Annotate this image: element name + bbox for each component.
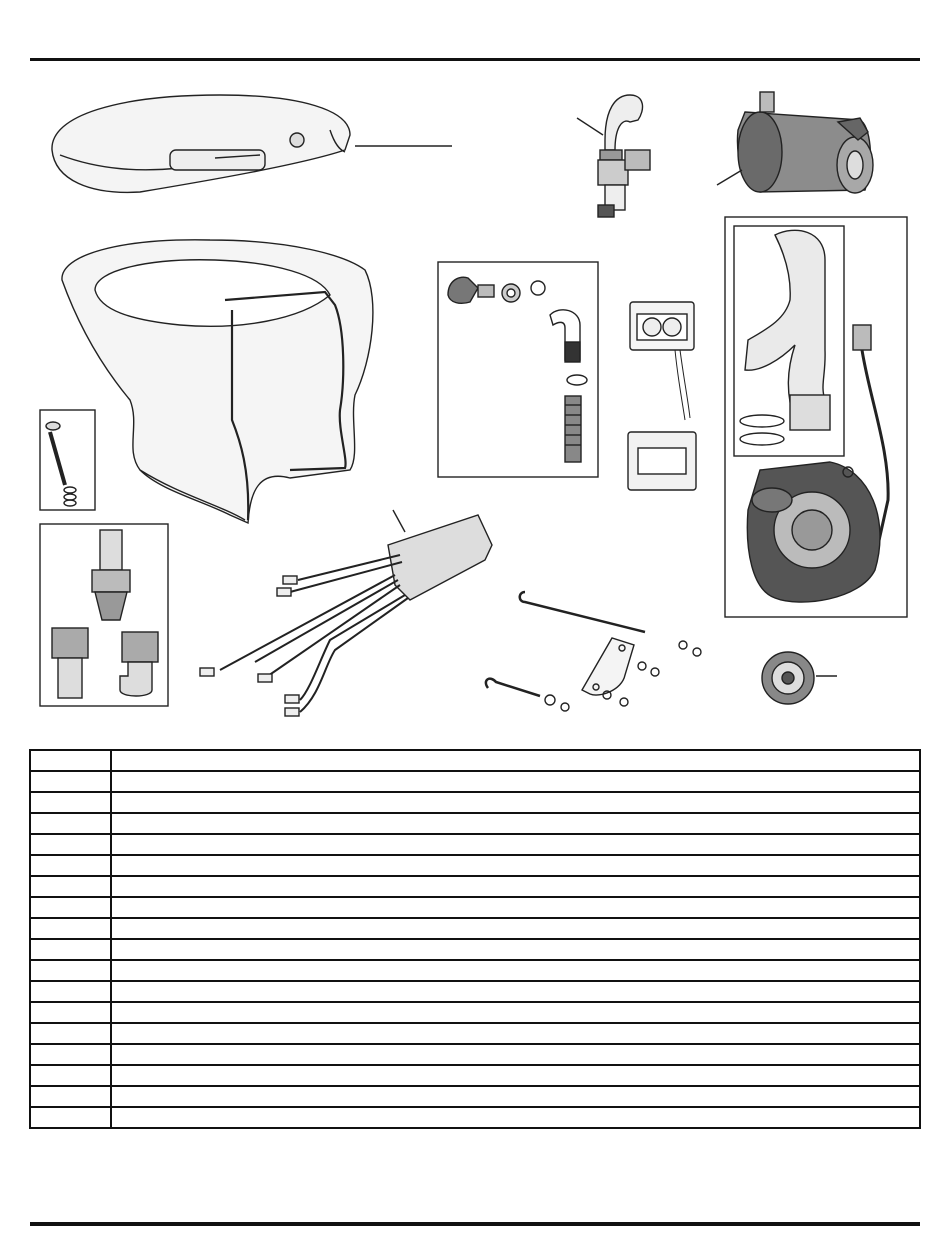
parts-table-row <box>30 918 920 939</box>
parts-table-row <box>30 1107 920 1128</box>
parts-table-row <box>30 939 920 960</box>
toilet-bowl-part <box>62 240 373 523</box>
inlet-elbow-leader-line <box>577 118 603 135</box>
inlet-elbow-part <box>598 95 650 217</box>
impeller-part <box>762 652 814 704</box>
parts-table-row <box>30 855 920 876</box>
part-ref-cell <box>30 834 111 855</box>
part-description-cell <box>111 939 920 960</box>
parts-table-row <box>30 981 920 1002</box>
part-description-cell <box>111 960 920 981</box>
parts-table-row <box>30 1065 920 1086</box>
part-description-cell <box>111 876 920 897</box>
part-ref-cell <box>30 939 111 960</box>
part-description-cell <box>111 981 920 1002</box>
parts-table-body <box>30 750 920 1128</box>
parts-table-row <box>30 1086 920 1107</box>
control-panel-part <box>630 302 694 420</box>
harness-leader-line <box>393 510 405 532</box>
parts-table-row <box>30 1023 920 1044</box>
bottom-rule <box>30 1222 920 1226</box>
part-ref-cell <box>30 750 111 771</box>
part-ref-cell <box>30 876 111 897</box>
part-ref-cell <box>30 1023 111 1044</box>
parts-table-row <box>30 1044 920 1065</box>
parts-table-row <box>30 813 920 834</box>
parts-table-row <box>30 771 920 792</box>
wiring-harness-part <box>200 515 492 716</box>
part-ref-cell <box>30 792 111 813</box>
parts-table-row <box>30 1002 920 1023</box>
fittings-box <box>40 524 168 706</box>
part-description-cell <box>111 1002 920 1023</box>
mounting-hardware-part <box>486 592 701 711</box>
parts-table-row <box>30 960 920 981</box>
part-ref-cell <box>30 1065 111 1086</box>
part-description-cell <box>111 1044 920 1065</box>
part-ref-cell <box>30 897 111 918</box>
part-description-cell <box>111 1086 920 1107</box>
part-description-cell <box>111 1023 920 1044</box>
part-description-cell <box>111 834 920 855</box>
part-description-cell <box>111 813 920 834</box>
part-description-cell <box>111 1065 920 1086</box>
part-description-cell <box>111 792 920 813</box>
top-rule <box>30 58 920 61</box>
part-ref-cell <box>30 1086 111 1107</box>
parts-table-row <box>30 750 920 771</box>
part-description-cell <box>111 897 920 918</box>
part-description-cell <box>111 918 920 939</box>
part-ref-cell <box>30 1002 111 1023</box>
switch-panel-part <box>628 432 696 490</box>
part-ref-cell <box>30 1044 111 1065</box>
part-ref-cell <box>30 981 111 1002</box>
parts-table-row <box>30 834 920 855</box>
pump-kit-box <box>725 217 907 617</box>
motor-part <box>737 92 873 193</box>
hose-kit-box <box>438 262 598 477</box>
part-ref-cell <box>30 855 111 876</box>
part-ref-cell <box>30 771 111 792</box>
part-description-cell <box>111 855 920 876</box>
part-description-cell <box>111 771 920 792</box>
parts-table-row <box>30 792 920 813</box>
part-ref-cell <box>30 813 111 834</box>
part-description-cell <box>111 1107 920 1128</box>
parts-table-row <box>30 897 920 918</box>
part-description-cell <box>111 750 920 771</box>
seat-lid-part <box>52 95 350 192</box>
exploded-parts-diagram <box>0 70 950 720</box>
motor-leader-line <box>717 170 742 185</box>
parts-table-row <box>30 876 920 897</box>
parts-table <box>29 749 921 1129</box>
part-ref-cell <box>30 960 111 981</box>
part-ref-cell <box>30 918 111 939</box>
part-ref-cell <box>30 1107 111 1128</box>
bolt-kit-box <box>40 410 95 510</box>
